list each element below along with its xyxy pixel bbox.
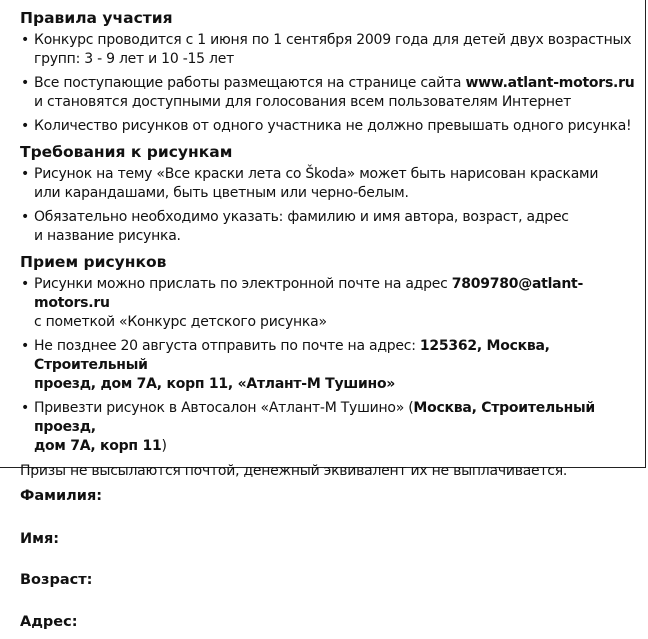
list-item [20,399,638,456]
website-link[interactable]: www.atlant-motors.ru [465,75,635,91]
item-line: групп: 3 - 9 лет и 10 -15 лет [34,51,234,67]
item-line: и становятся доступными для голосования всем пользователям Интернет [34,94,572,110]
list-item [20,74,638,112]
list-item [20,165,638,203]
name-field-label: Имя: [20,531,60,547]
item-line: ) [161,438,167,454]
showroom-address: Москва, Строительный проезд, [34,400,595,435]
frame-border-right [645,0,646,468]
rules-panel [20,8,638,481]
item-line: Количество рисунков от одного участника не должно превышать одного рисунка! [34,118,632,134]
item-line: Не позднее 20 августа отправить по почте на адрес: [34,338,420,354]
list-item [20,275,638,332]
list-item [20,117,638,136]
item-line: Привезти рисунок в Автосалон «Атлант-М Тушино» ( [34,400,414,416]
showroom-address: дом 7А, корп 11 [34,438,162,454]
item-line: Рисунки можно прислать по электронной почте на адрес [34,276,452,292]
list-item [20,31,638,69]
address-field-label: Адрес: [20,614,78,630]
age-field-label: Возраст: [20,572,93,588]
email-link[interactable]: 7809780@atlant-motors.ru [34,276,584,311]
prize-note: Призы не высылаются почтой, денежный эквивалент их не выплачивается. [20,463,568,479]
submission-list [20,275,638,456]
list-item [20,337,638,394]
postal-address: 125362, Москва, Строительный [34,338,550,373]
item-line: Рисунок на тему «Все краски лета со Škoda» может быть нарисован красками [34,166,599,182]
postal-address: проезд, дом 7А, корп 11, «Атлант-М Тушино» [34,376,396,392]
item-line: и название рисунка. [34,228,181,244]
requirements-list [20,165,638,246]
list-item [20,208,638,246]
surname-field-label: Фамилия: [20,488,103,504]
item-line: с пометкой «Конкурс детского рисунка» [34,314,327,330]
item-line: или карандашами, быть цветным или черно-белым. [34,185,409,201]
section-heading-requirements: Требования к рисункам [20,143,233,161]
section-heading-submission: Прием рисунков [20,253,167,271]
section-heading-rules: Правила участия [20,9,173,27]
item-line: Все поступающие работы размещаются на странице сайта [34,75,466,91]
rules-list [20,31,638,136]
item-line: Обязательно необходимо указать: фамилию и имя автора, возраст, адрес [34,209,569,225]
item-line: Конкурс проводится с 1 июня по 1 сентября 2009 года для детей двух возрастных [34,32,632,48]
